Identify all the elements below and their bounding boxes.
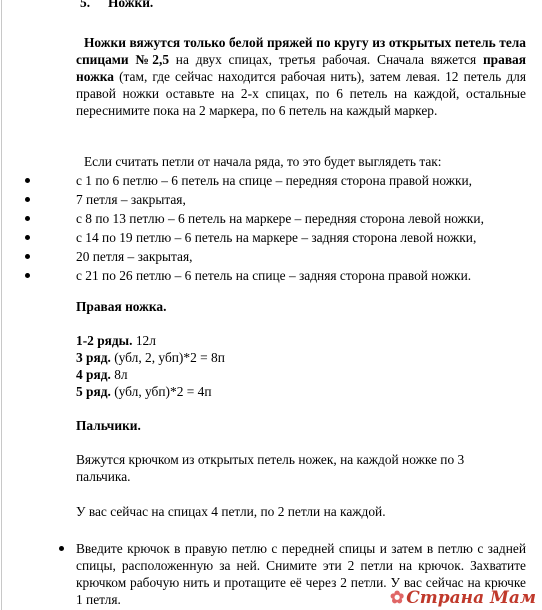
intro-text-b: (там, где сейчас находится рабочая нить), затем левая. 12 петель для правой ножки оставьте на 2-х спицах, по 6 петель на каждой, остальные переснимите пока на 2 маркера, по 6 петель на каждый маркер. <box>76 69 526 118</box>
watermark-text: Страна Мам <box>406 588 536 608</box>
bullet-icon <box>25 216 30 221</box>
section-title: Ножки. <box>108 0 154 10</box>
bullet-icon <box>25 273 30 278</box>
intro-paragraph <box>76 34 526 119</box>
list-item: 20 петля – закрытая, <box>0 247 542 266</box>
flower-icon: ✿ <box>390 588 405 608</box>
list-item: 7 петля – закрытая, <box>0 190 542 209</box>
watermark-logo <box>390 590 536 607</box>
bullet-icon <box>25 197 30 202</box>
intro-text-a: на двух спицах, третья рабочая. Сначала вяжется <box>169 52 483 67</box>
list-item: с 1 по 6 петлю – 6 петель на спице – передняя сторона правой ножки, <box>0 171 542 190</box>
bullet-icon <box>25 178 30 183</box>
bullet-icon <box>59 546 64 551</box>
page-edge-line <box>1 0 2 610</box>
list-item: с 21 по 26 петлю – 6 петель на спице – задняя сторона правой ножки. <box>0 266 542 285</box>
row-line: 5 ряд. (убл, убп)*2 = 4п <box>76 384 212 399</box>
right-leg-title: Правая ножка. <box>76 299 167 314</box>
fingers-step-1: Введите крючок в правую петлю с передней спицы и затем в петлю с задней спицы, расположенную за ней. Снимите эти 2 петли на крючок. Захватите крючком рабочую нить и протащите её через 2 петли. У вас сейчас на крючке 1 петля. <box>76 541 526 607</box>
count-intro: Если считать петли от начала ряда, то это будет выглядеть так: <box>84 154 442 169</box>
bullet-icon <box>25 235 30 240</box>
fingers-paragraph-2: У вас сейчас на спицах 4 петли, по 2 петли на каждой. <box>76 504 386 519</box>
intro-bold-mid: правая ножка <box>76 52 526 84</box>
section-number: 5. <box>80 0 91 10</box>
section-heading <box>80 0 153 11</box>
intro-bold-start: Ножки вяжутся только белой пряжей по кругу из открытых петель тела спицами №2,5 <box>76 35 526 67</box>
list-item: с 14 по 19 петлю – 6 петель на маркере – задняя сторона левой ножки, <box>0 228 542 247</box>
loop-list <box>0 171 542 285</box>
fingers-paragraph-1: Вяжутся крючком из открытых петель ножек, на каждой ножке по 3 пальчика. <box>76 452 465 484</box>
fingers-title: Пальчики. <box>76 418 141 433</box>
bullet-icon <box>25 254 30 259</box>
row-line: 3 ряд. (убл, 2, убп)*2 = 8п <box>76 350 225 365</box>
list-item: с 8 по 13 петлю – 6 петель на маркере – передняя сторона левой ножки, <box>0 209 542 228</box>
row-line: 4 ряд. 8л <box>76 367 128 382</box>
row-line: 1-2 ряды. 12л <box>76 333 156 348</box>
